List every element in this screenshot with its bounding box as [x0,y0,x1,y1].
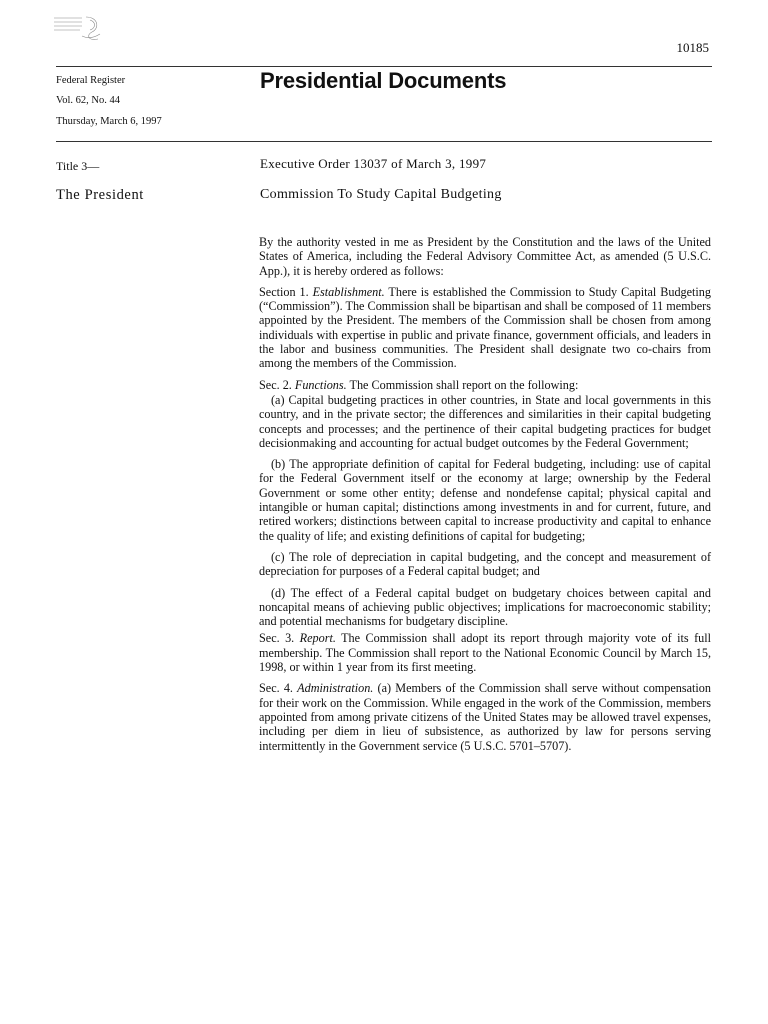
publication-date: Thursday, March 6, 1997 [56,116,162,127]
section-3-paragraph [259,631,711,674]
section-4-prefix: Sec. 4. [259,681,298,696]
section-1-text: There is established the Commission to Study Capital Budgeting (“Commission”). The Commission shall be bipartisan and shall be composed of 11 members appointed by the President. The members of the Commission shall be chosen from among individuals with expertise in public and private finance, government officials, and leaders in the labor and business communities. The President shall designate two co-chairs from among the members of the Commission. [259,284,711,371]
section-title: Presidential Documents [260,68,507,93]
gpo-authenticated-seal-icon [52,14,104,44]
page-number: 10185 [676,40,709,55]
section-2b-paragraph: (b) The appropriate definition of capital for Federal budgeting, including: use of capital for the Federal Government itself or the economy at large; ownership by the Federal Government or some other entity; defense and nondefense capital; physical capital and intangible or human capital; distinctions among investments in and for current, future, and retired workers; distinctions between capital to increase productivity and capital to enhance the quality of life; and existing definitions of capital for budgeting; [259,457,711,543]
section-2c-paragraph: (c) The role of depreciation in capital budgeting, and the concept and measurement of depreciation for purposes of a Federal capital budget; and [259,549,711,579]
title-number: Title 3— [56,159,100,173]
section-1-heading: Establishment. [312,284,385,299]
section-1-prefix: Section 1. [259,284,313,299]
section-2-paragraph [259,378,711,392]
top-rule [56,66,712,67]
section-2-heading: Functions. [294,377,347,392]
section-4-text: (a) Members of the Commission shall serve without compensation for their work on the Commission. While engaged in the work of the Commission, members appointed from among private citizens of the United States may be allowed travel expenses, including per diem in lieu of subsistence, as authorized by law for persons serving intermittently in the Government service (5 U.S.C. 5701–5707). [259,681,711,753]
middle-rule [56,141,712,142]
section-3-text: The Commission shall adopt its report through majority vote of its full membership. The Commission shall report to the National Economic Council by March 15, 1998, or within 1 year from its first meeting. [259,631,711,675]
intro-paragraph: By the authority vested in me as President by the Constitution and the laws of the United States of America, including the Federal Advisory Committee Act, as amended (5 U.S.C. App.), it is hereby ordered as follows: [259,235,711,278]
section-2-text: The Commission shall report on the following: [346,377,579,392]
volume-number: Vol. 62, No. 44 [56,95,120,106]
executive-order-heading: Executive Order 13037 of March 3, 1997 [260,156,487,171]
order-body [259,235,711,760]
section-2d-paragraph: (d) The effect of a Federal capital budget on budgetary choices between capital and noncapital means of achieving public objectives; implications for macroeconomic stability; and potential mechanisms for budgetary discipline. [259,585,711,629]
section-2a-paragraph: (a) Capital budgeting practices in other countries, in State and local governments in this country, and in the private sector; the differences and similarities in their capital budgeting concepts and processes; and the pertinence of their capital budgeting practices for budget decisionmaking and accounting for actual budget outcomes by the Federal Government; [259,392,711,450]
section-1-paragraph [259,285,711,371]
publication-name: Federal Register [56,75,126,86]
section-2-prefix: Sec. 2. [259,377,295,392]
executive-order-subject: Commission To Study Capital Budgeting [260,187,502,202]
president-label: The President [56,187,144,203]
section-4-paragraph [259,681,711,752]
section-4-heading: Administration. [297,681,374,696]
section-3-prefix: Sec. 3. [259,631,300,646]
section-3-heading: Report. [299,631,336,646]
